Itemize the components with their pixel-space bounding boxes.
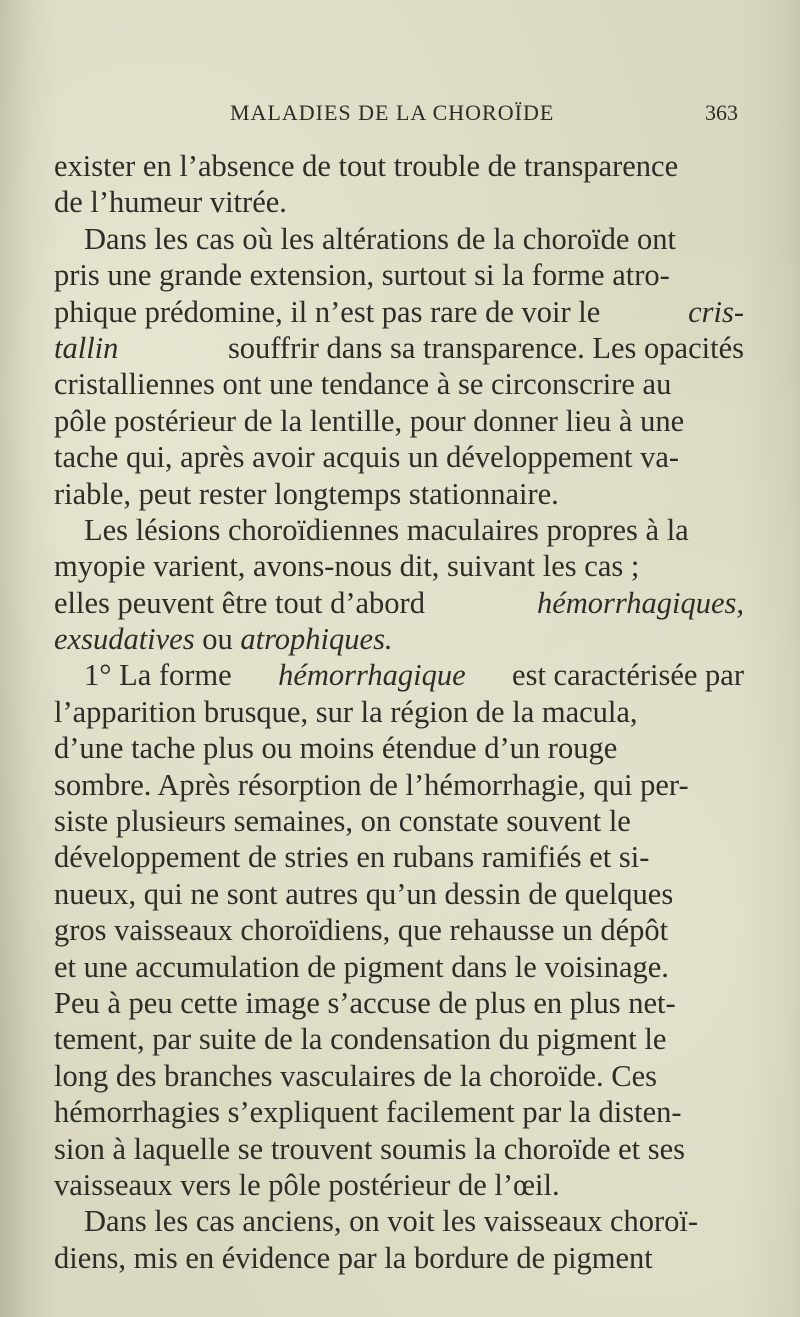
text-line: hémorrhagies s’expliquent facilement par la disten- xyxy=(54,1095,682,1130)
text-line: gros vaisseaux choroïdiens, que rehausse un dépôt xyxy=(54,913,669,948)
text-line: tement, par suite de la condensation du pigment le xyxy=(54,1022,667,1057)
text-line: développement de stries en rubans ramifiés et si- xyxy=(54,840,650,875)
italic-word: atrophiques. xyxy=(240,622,393,657)
text-line: vaisseaux vers le pôle postérieur de l’œil. xyxy=(54,1167,560,1202)
text-line: l’apparition brusque, sur la région de la macula, xyxy=(54,694,638,729)
page-number: 363 xyxy=(705,100,738,125)
body-text xyxy=(54,148,744,1276)
text-line: exister en l’absence de tout trouble de transparence xyxy=(54,149,679,183)
text-line: phique prédomine, il n’est pas rare de voir le cris- xyxy=(54,294,744,329)
text-line: riable, peut rester longtemps stationnaire. xyxy=(54,476,559,511)
text-line: tallin souffrir dans sa transparence. Les opacités xyxy=(54,330,744,365)
text-line: et une accumulation de pigment dans le voisinage. xyxy=(54,949,669,984)
text-line: exsudatives ou atrophiques. xyxy=(54,622,393,657)
italic-word: exsudatives xyxy=(54,622,195,657)
text-line: de l’humeur vitrée. xyxy=(54,185,287,220)
text-line: diens, mis en évidence par la bordure de pigment xyxy=(54,1240,653,1275)
text-line: pôle postérieur de la lentille, pour donner lieu à une xyxy=(54,403,685,438)
text-line: siste plusieurs semaines, on constate souvent le xyxy=(54,804,631,839)
paragraph-start-line: 1° La forme hémorrhagique est caractérisée par xyxy=(84,658,744,693)
text-line: sombre. Après résorption de l’hémorrhagie, qui per- xyxy=(54,767,689,802)
text-line: nueux, qui ne sont autres qu’un dessin de quelques xyxy=(54,876,674,911)
text-line: cristalliennes ont une tendance à se circonscrire au xyxy=(54,367,672,402)
italic-word: tallin xyxy=(54,330,119,365)
paragraph-start-line: Dans les cas où les altérations de la choroïde ont xyxy=(84,221,677,256)
italic-word: hémorrhagique xyxy=(278,658,466,693)
text-line: sion à laquelle se trouvent soumis la choroïde et ses xyxy=(54,1131,686,1166)
text-line: elles peuvent être tout d’abord hémorrhagiques, xyxy=(54,585,744,620)
text-line: myopie varient, avons-nous dit, suivant les cas ; xyxy=(54,549,640,584)
text-line: tache qui, après avoir acquis un développement va- xyxy=(54,440,680,475)
text-line: Peu à peu cette image s’accuse de plus en plus net- xyxy=(54,985,676,1020)
italic-word: hémorrhagiques, xyxy=(536,585,744,620)
running-title: MALADIES DE LA CHOROÏDE xyxy=(230,100,555,125)
italic-word: cris- xyxy=(688,294,744,329)
paragraph-start-line: Dans les cas anciens, on voit les vaisseaux choroï- xyxy=(84,1204,699,1239)
text-line: d’une tache plus ou moins étendue d’un rouge xyxy=(54,731,618,766)
text-line: long des branches vasculaires de la choroïde. Ces xyxy=(54,1058,658,1093)
paragraph-start-line: Les lésions choroïdiennes maculaires propres à la xyxy=(84,512,689,547)
running-head xyxy=(60,100,740,140)
text-line: pris une grande extension, surtout si la forme atro- xyxy=(54,258,670,293)
